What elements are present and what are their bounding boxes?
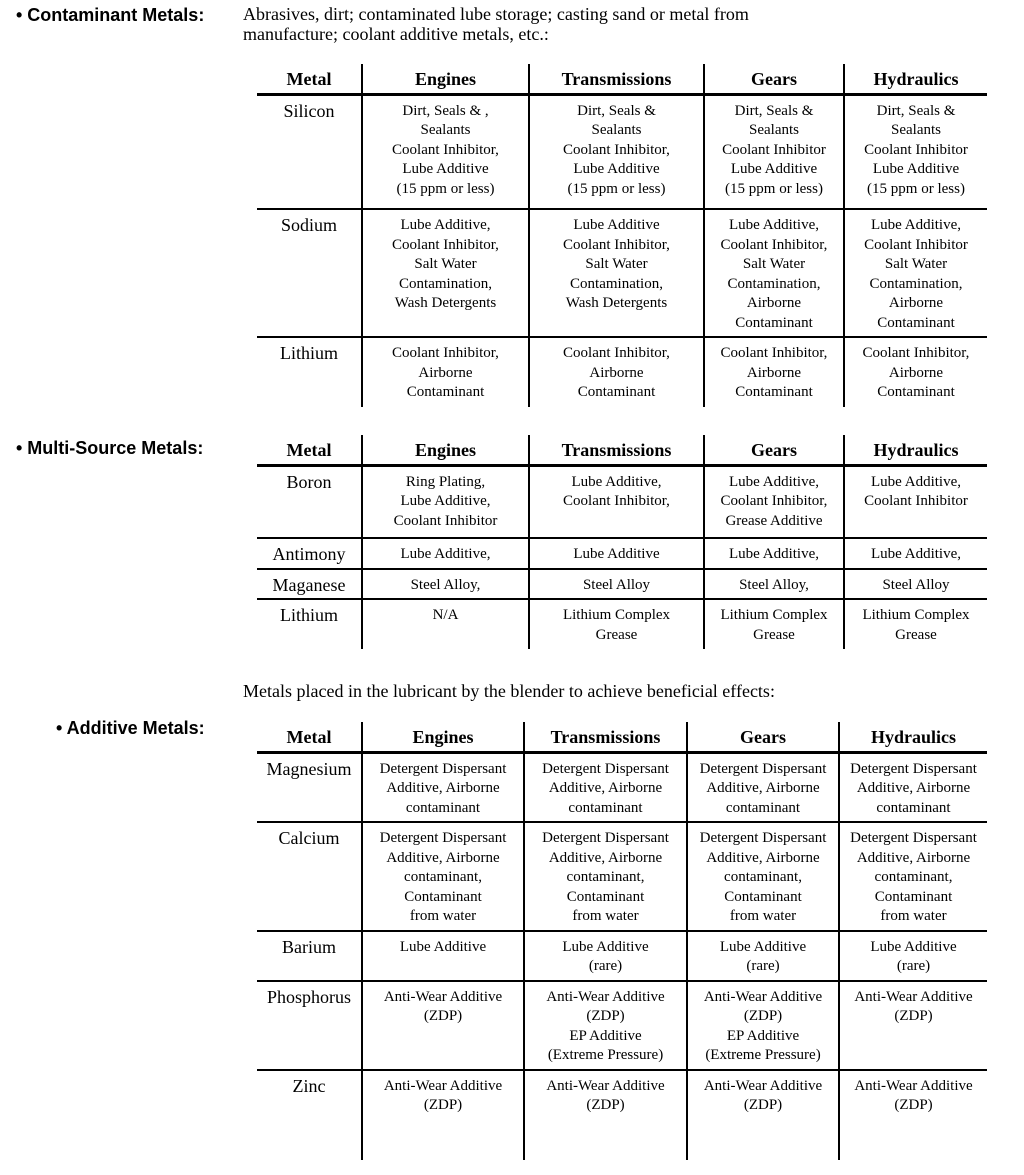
cell-text-line: Sealants <box>749 122 799 138</box>
cell-text-line: Coolant Inhibitor <box>864 236 968 253</box>
column-header-transmissions: Transmissions <box>524 722 687 752</box>
cell-text-line: Lube Additive <box>402 161 489 177</box>
cell-text-line: (ZDP) <box>586 1097 625 1113</box>
cell-text-line: from water <box>572 908 639 924</box>
cell-text-line: Anti-Wear Additive <box>383 1077 503 1094</box>
source-cell-transmissions <box>529 209 704 337</box>
column-header-transmissions: Transmissions <box>529 64 704 94</box>
source-cell-transmissions <box>524 752 687 822</box>
source-cell-hydraulics <box>844 599 987 649</box>
cell-text-line: Salt Water <box>585 256 648 272</box>
table-row <box>257 1070 987 1160</box>
cell-text-line: Dirt, Seals & <box>734 102 814 119</box>
source-cell-gears <box>704 465 844 538</box>
contaminant-metals-intro: Abrasives, dirt; contaminated lube storage; casting sand or metal from manufacture; coolant additive metals, etc.: <box>243 4 749 44</box>
column-header-engines: Engines <box>362 722 524 752</box>
table-row <box>257 569 987 600</box>
table-row <box>257 465 987 538</box>
cell-text-line: Lube Additive <box>573 546 660 562</box>
cell-text-line: Sealants <box>591 122 642 138</box>
source-cell-transmissions <box>529 337 704 407</box>
column-header-hydraulics: Hydraulics <box>844 435 987 465</box>
metal-name-cell: Calcium <box>257 822 362 931</box>
cell-text-line: Lube Additive <box>719 938 807 955</box>
cell-text-line: Anti-Wear Additive <box>703 1077 823 1094</box>
column-header-hydraulics: Hydraulics <box>844 64 987 94</box>
column-header-hydraulics: Hydraulics <box>839 722 987 752</box>
cell-text-line: Lube Additive, <box>729 473 819 490</box>
cell-text-line: Lube Additive, <box>400 546 491 562</box>
contaminant-metals-table <box>257 64 987 407</box>
cell-text-line: Grease <box>595 626 638 643</box>
column-header-metal: Metal <box>257 722 362 752</box>
cell-text-line: Dirt, Seals & <box>876 102 956 119</box>
cell-text-line: Contaminant <box>735 384 813 400</box>
cell-text-line: N/A <box>432 607 459 623</box>
column-header-metal: Metal <box>257 64 362 94</box>
cell-text-line: Lube Additive, <box>871 217 961 233</box>
cell-text-line: Lube Additive, <box>400 217 491 233</box>
multisource-metals-table <box>257 435 987 649</box>
cell-text-line: Coolant Inhibitor, <box>720 236 828 253</box>
source-cell-hydraulics <box>844 569 987 600</box>
cell-text-line: Coolant Inhibitor, <box>720 493 828 509</box>
cell-text-line: Additive, Airborne <box>706 780 820 796</box>
cell-text-line: Coolant Inhibitor, <box>392 236 499 253</box>
cell-text-line: Lube Additive, <box>729 546 819 562</box>
source-cell-gears <box>687 822 839 931</box>
table-row <box>257 931 987 981</box>
cell-text-line: (ZDP) <box>423 1097 463 1113</box>
cell-text-line: (ZDP) <box>743 1097 783 1113</box>
source-cell-hydraulics <box>844 538 987 569</box>
cell-text-line: Airborne <box>888 295 944 311</box>
cell-text-line: Steel Alloy <box>582 576 651 593</box>
additive-metals-table <box>257 722 987 1160</box>
source-cell-transmissions <box>529 465 704 538</box>
cell-text-line: Contaminant <box>874 888 953 905</box>
source-cell-hydraulics <box>844 94 987 209</box>
cell-text-line: Contaminant <box>406 384 485 400</box>
source-cell-hydraulics <box>844 465 987 538</box>
source-cell-gears <box>704 94 844 209</box>
cell-text-line: contaminant, <box>724 869 802 885</box>
cell-text-line: Detergent Dispersant <box>542 830 669 846</box>
source-cell-hydraulics <box>839 931 987 981</box>
cell-text-line: Grease <box>753 626 795 643</box>
cell-text-line: Coolant Inhibitor <box>864 493 968 509</box>
contaminant-metals-label: • Contaminant Metals: <box>16 5 205 25</box>
cell-text-line: (ZDP) <box>423 1008 463 1024</box>
cell-text-line: Steel Alloy, <box>739 576 809 593</box>
cell-text-line: Anti-Wear Additive <box>854 1077 973 1094</box>
cell-text-line: Lube Additive <box>573 217 660 233</box>
cell-text-line: Airborne <box>746 364 802 381</box>
cell-text-line: Contamination, <box>570 275 663 292</box>
cell-text-line: Coolant Inhibitor, <box>720 345 828 361</box>
cell-text-line: Lithium Complex <box>720 607 828 623</box>
source-cell-engines <box>362 981 524 1070</box>
cell-text-line: contaminant <box>405 799 481 816</box>
table-row <box>257 599 987 649</box>
cell-text-line: contaminant <box>568 799 643 816</box>
cell-text-line: Salt Water <box>742 256 806 272</box>
cell-text-line: Contaminant <box>877 384 955 400</box>
cell-text-line: Detergent Dispersant <box>379 830 507 846</box>
cell-text-line: (15 ppm or less) <box>725 180 823 197</box>
source-cell-engines <box>362 599 529 649</box>
cell-text-line: contaminant, <box>874 869 953 885</box>
cell-text-line: Coolant Inhibitor <box>864 141 968 158</box>
column-header-gears: Gears <box>704 435 844 465</box>
source-cell-engines <box>362 931 524 981</box>
table-row <box>257 337 987 407</box>
cell-text-line: Additive, Airborne <box>386 849 500 866</box>
source-cell-gears <box>704 569 844 600</box>
cell-text-line: Salt Water <box>414 256 477 272</box>
additive-metals-intro: Metals placed in the lubricant by the blender to achieve beneficial effects: <box>243 681 775 701</box>
cell-text-line: Lube Additive <box>399 938 487 955</box>
cell-text-line: Detergent Dispersant <box>379 760 507 777</box>
cell-text-line: Lube Additive <box>573 161 660 177</box>
cell-text-line: (rare) <box>746 958 780 974</box>
table-row <box>257 94 987 209</box>
source-cell-hydraulics <box>844 209 987 337</box>
table-row <box>257 981 987 1070</box>
source-cell-transmissions <box>524 931 687 981</box>
cell-text-line: Coolant Inhibitor, <box>862 345 970 361</box>
source-cell-engines <box>362 822 524 931</box>
source-cell-transmissions <box>529 94 704 209</box>
column-header-metal: Metal <box>257 435 362 465</box>
cell-text-line: Additive, Airborne <box>856 780 971 796</box>
cell-text-line: Contaminant <box>566 888 645 905</box>
cell-text-line: (ZDP) <box>894 1008 933 1024</box>
cell-text-line: Salt Water <box>884 256 948 272</box>
cell-text-line: Coolant Inhibitor, <box>392 345 499 361</box>
cell-text-line: Additive, Airborne <box>706 849 820 866</box>
cell-text-line: (15 ppm or less) <box>396 180 495 197</box>
cell-text-line: Lube Additive, <box>400 493 491 509</box>
cell-text-line: contaminant, <box>566 869 645 885</box>
cell-text-line: Ring Plating, <box>405 473 486 490</box>
cell-text-line: (rare) <box>896 958 931 974</box>
cell-text-line: Coolant Inhibitor <box>722 141 826 158</box>
cell-text-line: Lube Additive <box>562 938 649 955</box>
cell-text-line: Anti-Wear Additive <box>546 1077 665 1094</box>
cell-text-line: Lube Additive, <box>871 473 961 490</box>
cell-text-line: Detergent Dispersant <box>699 830 827 846</box>
cell-text-line: Contamination, <box>727 275 821 292</box>
cell-text-line: contaminant <box>725 799 801 816</box>
cell-text-line: Steel Alloy <box>882 576 950 593</box>
source-cell-engines <box>362 538 529 569</box>
metal-name-cell: Maganese <box>257 569 362 600</box>
cell-text-line: Steel Alloy, <box>410 576 481 593</box>
cell-text-line: (15 ppm or less) <box>567 180 666 197</box>
cell-text-line: Coolant Inhibitor, <box>392 141 499 158</box>
cell-text-line: Coolant Inhibitor, <box>563 493 670 509</box>
cell-text-line: Sealants <box>891 122 941 138</box>
cell-text-line: (ZDP) <box>586 1008 625 1024</box>
cell-text-line: Contamination, <box>399 275 492 292</box>
source-cell-gears <box>687 981 839 1070</box>
cell-text-line: contaminant <box>876 799 951 816</box>
cell-text-line: from water <box>880 908 947 924</box>
metal-name-cell: Boron <box>257 465 362 538</box>
cell-text-line: Grease Additive <box>725 512 823 529</box>
cell-text-line: Sealants <box>420 122 471 138</box>
column-header-gears: Gears <box>704 64 844 94</box>
cell-text-line: (ZDP) <box>743 1008 783 1024</box>
source-cell-hydraulics <box>839 981 987 1070</box>
cell-text-line: Additive, Airborne <box>386 780 500 796</box>
source-cell-engines <box>362 94 529 209</box>
source-cell-transmissions <box>524 1070 687 1160</box>
source-cell-engines <box>362 465 529 538</box>
cell-text-line: (Extreme Pressure) <box>705 1047 821 1063</box>
cell-text-line: Wash Detergents <box>565 295 668 311</box>
column-header-gears: Gears <box>687 722 839 752</box>
cell-text-line: Lube Additive, <box>871 546 961 562</box>
source-cell-transmissions <box>529 538 704 569</box>
table-header-row <box>257 435 987 465</box>
column-header-engines: Engines <box>362 64 529 94</box>
source-cell-hydraulics <box>844 337 987 407</box>
additive-metals-label: • Additive Metals: <box>56 718 205 738</box>
source-cell-gears <box>704 538 844 569</box>
source-cell-engines <box>362 337 529 407</box>
source-cell-transmissions <box>529 569 704 600</box>
cell-text-line: Detergent Dispersant <box>850 830 977 846</box>
source-cell-gears <box>687 752 839 822</box>
table-header-row <box>257 722 987 752</box>
metal-name-cell: Lithium <box>280 605 338 625</box>
cell-text-line: Anti-Wear Additive <box>546 988 665 1005</box>
cell-text-line: from water <box>409 908 477 924</box>
cell-text-line: Lube Additive, <box>571 473 662 490</box>
cell-text-line: Dirt, Seals & , <box>402 102 489 119</box>
cell-text-line: Airborne <box>888 364 944 381</box>
cell-text-line: (rare) <box>588 958 623 974</box>
cell-text-line: Coolant Inhibitor, <box>563 141 670 158</box>
cell-text-line: Airborne <box>418 364 473 381</box>
metal-name-cell: Magnesium <box>257 752 362 822</box>
metal-name-cell: Barium <box>257 931 362 981</box>
source-cell-transmissions <box>529 599 704 649</box>
table-row <box>257 538 987 569</box>
cell-text-line: Dirt, Seals & <box>577 102 656 119</box>
metal-name-cell: Antimony <box>257 538 362 569</box>
metal-name-cell: Phosphorus <box>257 981 362 1070</box>
cell-text-line: Detergent Dispersant <box>850 760 977 777</box>
metal-name-cell: Sodium <box>257 209 362 337</box>
cell-text-line: Contaminant <box>877 314 955 331</box>
cell-text-line: Lithium Complex <box>562 607 671 623</box>
cell-text-line: Lube Additive, <box>729 217 819 233</box>
source-cell-engines <box>362 1070 524 1160</box>
cell-text-line: Anti-Wear Additive <box>383 988 503 1005</box>
table-header-row <box>257 64 987 94</box>
cell-text-line: Lube Additive <box>730 161 818 177</box>
column-header-engines: Engines <box>362 435 529 465</box>
source-cell-gears <box>704 599 844 649</box>
source-cell-gears <box>704 209 844 337</box>
cell-text-line: Detergent Dispersant <box>699 760 827 777</box>
cell-text-line: contaminant, <box>404 869 482 885</box>
cell-text-line: Contamination, <box>869 275 963 292</box>
cell-text-line: Lube Additive <box>870 938 957 955</box>
cell-text-line: Contaminant <box>404 888 482 905</box>
cell-text-line: Contaminant <box>735 314 813 331</box>
table-row <box>257 752 987 822</box>
cell-text-line: EP Additive <box>726 1027 800 1044</box>
cell-text-line: Lube Additive <box>872 161 960 177</box>
cell-text-line: Additive, Airborne <box>548 780 663 796</box>
cell-text-line: Airborne <box>746 295 802 311</box>
source-cell-transmissions <box>524 822 687 931</box>
cell-text-line: from water <box>729 908 797 924</box>
cell-text-line: Wash Detergents <box>394 295 497 311</box>
source-cell-engines <box>362 209 529 337</box>
cell-text-line: Anti-Wear Additive <box>703 988 823 1005</box>
metal-name-cell: Silicon <box>257 94 362 209</box>
cell-text-line: EP Additive <box>569 1027 642 1044</box>
source-cell-gears <box>687 931 839 981</box>
table-row <box>257 822 987 931</box>
cell-text-line: Contaminant <box>724 888 802 905</box>
cell-text-line: Airborne <box>589 364 644 381</box>
source-cell-gears <box>704 337 844 407</box>
cell-text-line: Coolant Inhibitor, <box>563 345 670 361</box>
cell-text-line: Detergent Dispersant <box>542 760 669 777</box>
cell-text-line: Coolant Inhibitor <box>393 512 498 529</box>
metal-name-cell: Lithium <box>280 343 338 363</box>
source-cell-hydraulics <box>839 752 987 822</box>
cell-text-line: (15 ppm or less) <box>867 180 965 197</box>
cell-text-line: Contaminant <box>577 384 656 400</box>
source-cell-hydraulics <box>839 822 987 931</box>
cell-text-line: Additive, Airborne <box>548 849 663 866</box>
cell-text-line: (ZDP) <box>894 1097 933 1113</box>
source-cell-engines <box>362 569 529 600</box>
source-cell-engines <box>362 752 524 822</box>
cell-text-line: (Extreme Pressure) <box>547 1047 664 1063</box>
cell-text-line: Additive, Airborne <box>856 849 971 866</box>
table-row <box>257 209 987 337</box>
source-cell-transmissions <box>524 981 687 1070</box>
source-cell-gears <box>687 1070 839 1160</box>
column-header-transmissions: Transmissions <box>529 435 704 465</box>
cell-text-line: Coolant Inhibitor, <box>563 236 670 253</box>
metal-name-cell: Zinc <box>292 1075 326 1096</box>
source-cell-hydraulics <box>839 1070 987 1160</box>
multisource-metals-label: • Multi-Source Metals: <box>16 438 204 458</box>
cell-text-line: Anti-Wear Additive <box>854 988 973 1005</box>
cell-text-line: Grease <box>895 626 937 643</box>
cell-text-line: Lithium Complex <box>862 607 970 623</box>
